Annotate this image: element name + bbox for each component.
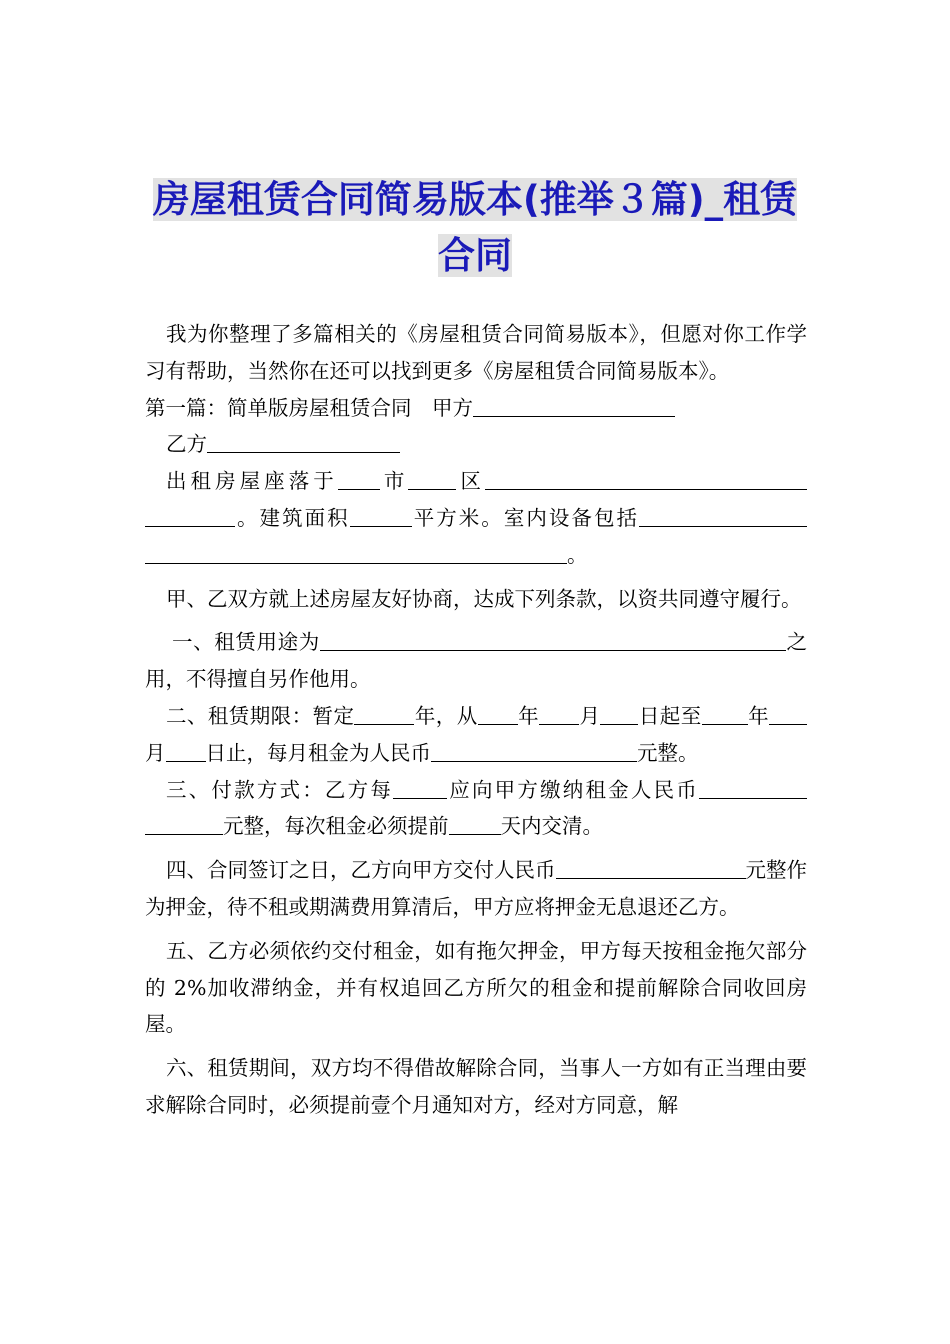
document-title: 房屋租赁合同简易版本(推举３篇)_租赁合同 xyxy=(152,178,798,277)
intro-paragraph: 我为你整理了多篇相关的《房屋租赁合同简易版本》，但愿对你工作学习有帮助，当然你在还可以找到更多《房屋租赁合同简易版本》。 xyxy=(145,322,807,383)
clause-6-termination: 六、租赁期间，双方均不得借故解除合同，当事人一方如有正当理由要求解除合同时，必须提前壹个月通知对方，经对方同意，解 xyxy=(145,1056,807,1117)
agreement-paragraph: 甲、乙双方就上述房屋友好协商，达成下列条款，以资共同遵守履行。 xyxy=(166,586,802,611)
section-heading-party-a: 第一篇：简单版房屋租赁合同 甲方 xyxy=(145,390,807,427)
clause-4-deposit: 四、合同签订之日，乙方向甲方交付人民币 元整作为押金，待不租或期满费用算清后，甲方应将押金无息退还乙方。 xyxy=(145,858,807,919)
clause-3-payment: 三、付款方式：乙方每 应向甲方缴纳租金人民币元整，每次租金必须提前 天内交清。 xyxy=(145,772,807,846)
clause-2-term: 二、租赁期限：暂定 年，从 年 月 日起至 年月 日止，每月租金为人民币 元整。 xyxy=(145,698,807,772)
clause-5-late-fee: 五、乙方必须依约交付租金，如有拖欠押金，甲方每天按租金拖欠部分的 2%加收滞纳金，并有权追回乙方所欠的租金和提前解除合同收回房屋。 xyxy=(145,938,807,1037)
party-b-line: 乙方 xyxy=(145,426,807,463)
document-body xyxy=(145,316,807,1124)
clause-1-usage: 一、租赁用途为 之用，不得擅自另作他用。 xyxy=(145,630,807,692)
property-location-paragraph: 出租房屋座落于 市 区。建筑面积 平方米。室内设备包括。 xyxy=(145,463,807,573)
